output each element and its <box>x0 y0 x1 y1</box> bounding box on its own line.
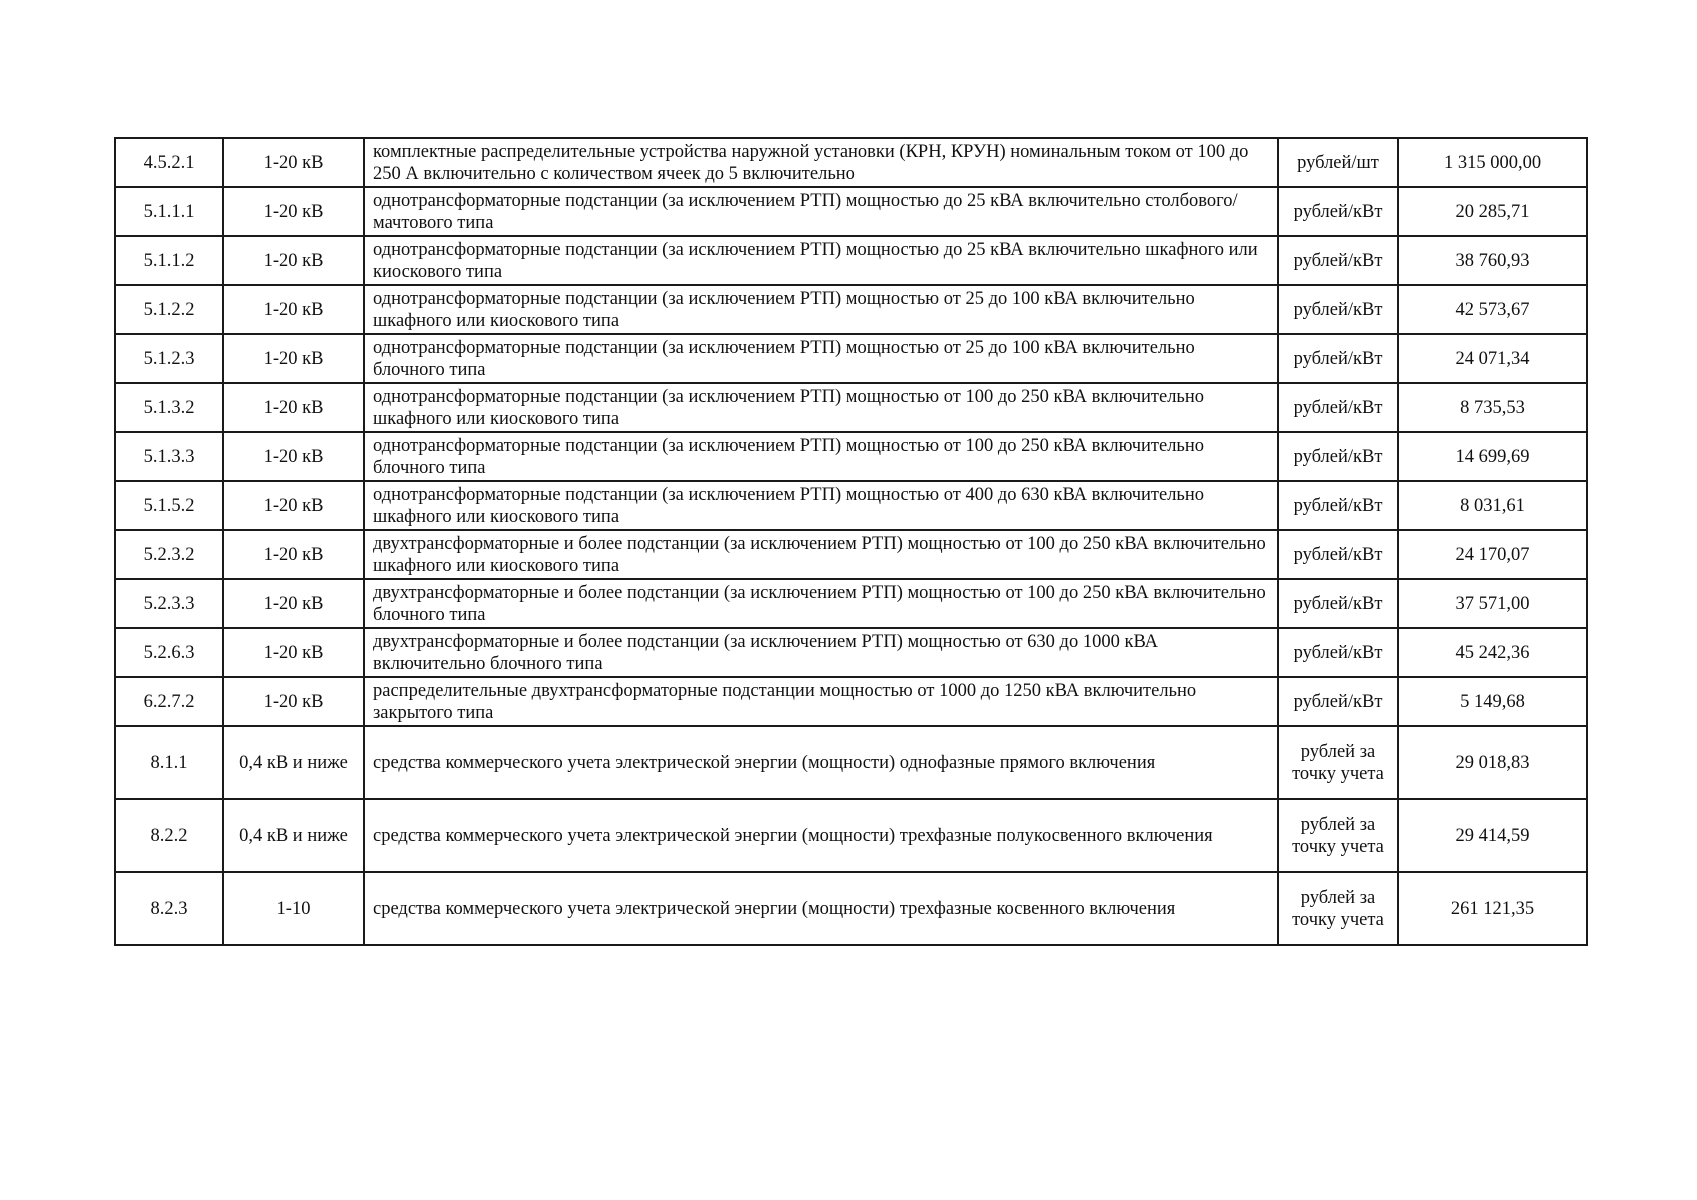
table-row <box>115 432 1587 481</box>
cell-voltage: 1-20 кВ <box>223 285 364 334</box>
table-row <box>115 579 1587 628</box>
cell-price: 20 285,71 <box>1398 187 1587 236</box>
cell-code: 6.2.7.2 <box>115 677 223 726</box>
table-row <box>115 799 1587 872</box>
cell-description: однотрансформаторные подстанции (за исключением РТП) мощностью от 400 до 630 кВА включительно шкафного или киоскового типа <box>364 481 1278 530</box>
cell-description: однотрансформаторные подстанции (за исключением РТП) мощностью до 25 кВА включительно шкафного или киоскового типа <box>364 236 1278 285</box>
cell-description: двухтрансформаторные и более подстанции (за исключением РТП) мощностью от 100 до 250 кВА включительно блочного типа <box>364 579 1278 628</box>
cell-description: однотрансформаторные подстанции (за исключением РТП) мощностью от 25 до 100 кВА включительно шкафного или киоскового типа <box>364 285 1278 334</box>
cell-description: средства коммерческого учета электрической энергии (мощности) однофазные прямого включения <box>364 726 1278 799</box>
cell-description: однотрансформаторные подстанции (за исключением РТП) мощностью от 25 до 100 кВА включительно блочного типа <box>364 334 1278 383</box>
table-row <box>115 530 1587 579</box>
cell-price: 5 149,68 <box>1398 677 1587 726</box>
cell-code: 4.5.2.1 <box>115 138 223 187</box>
cell-unit: рублей/шт <box>1278 138 1398 187</box>
cell-price: 8 735,53 <box>1398 383 1587 432</box>
tariff-table <box>114 137 1588 946</box>
cell-code: 5.2.6.3 <box>115 628 223 677</box>
table-row <box>115 334 1587 383</box>
cell-description: комплектные распределительные устройства наружной установки (КРН, КРУН) номинальным током от 100 до 250 А включительно с количеством ячеек до 5 включительно <box>364 138 1278 187</box>
cell-code: 5.1.3.3 <box>115 432 223 481</box>
cell-code: 8.1.1 <box>115 726 223 799</box>
cell-code: 5.2.3.2 <box>115 530 223 579</box>
cell-unit: рублей за точку учета <box>1278 872 1398 945</box>
table-row <box>115 138 1587 187</box>
cell-price: 261 121,35 <box>1398 872 1587 945</box>
table-row <box>115 236 1587 285</box>
cell-unit: рублей/кВт <box>1278 677 1398 726</box>
cell-price: 38 760,93 <box>1398 236 1587 285</box>
cell-voltage: 1-20 кВ <box>223 628 364 677</box>
table-row <box>115 187 1587 236</box>
cell-unit: рублей за точку учета <box>1278 799 1398 872</box>
table-row <box>115 872 1587 945</box>
table-row <box>115 383 1587 432</box>
cell-unit: рублей/кВт <box>1278 236 1398 285</box>
cell-unit: рублей/кВт <box>1278 432 1398 481</box>
tariff-table-body <box>115 138 1587 945</box>
cell-price: 1 315 000,00 <box>1398 138 1587 187</box>
cell-code: 8.2.2 <box>115 799 223 872</box>
cell-unit: рублей/кВт <box>1278 579 1398 628</box>
table-row <box>115 726 1587 799</box>
cell-voltage: 1-20 кВ <box>223 236 364 285</box>
cell-voltage: 0,4 кВ и ниже <box>223 726 364 799</box>
cell-price: 29 018,83 <box>1398 726 1587 799</box>
cell-voltage: 1-20 кВ <box>223 481 364 530</box>
document-page <box>114 137 1586 946</box>
cell-code: 5.1.5.2 <box>115 481 223 530</box>
cell-voltage: 1-20 кВ <box>223 383 364 432</box>
cell-voltage: 1-20 кВ <box>223 579 364 628</box>
cell-unit: рублей/кВт <box>1278 628 1398 677</box>
cell-code: 5.1.3.2 <box>115 383 223 432</box>
cell-description: средства коммерческого учета электрической энергии (мощности) трехфазные косвенного включения <box>364 872 1278 945</box>
table-row <box>115 285 1587 334</box>
cell-code: 5.1.1.1 <box>115 187 223 236</box>
cell-price: 8 031,61 <box>1398 481 1587 530</box>
table-row <box>115 481 1587 530</box>
cell-description: двухтрансформаторные и более подстанции (за исключением РТП) мощностью от 100 до 250 кВА включительно шкафного или киоскового типа <box>364 530 1278 579</box>
cell-description: двухтрансформаторные и более подстанции (за исключением РТП) мощностью от 630 до 1000 кВА включительно блочного типа <box>364 628 1278 677</box>
cell-description: однотрансформаторные подстанции (за исключением РТП) мощностью до 25 кВА включительно столбового/мачтового типа <box>364 187 1278 236</box>
cell-price: 24 170,07 <box>1398 530 1587 579</box>
cell-unit: рублей/кВт <box>1278 530 1398 579</box>
cell-unit: рублей за точку учета <box>1278 726 1398 799</box>
cell-description: однотрансформаторные подстанции (за исключением РТП) мощностью от 100 до 250 кВА включительно блочного типа <box>364 432 1278 481</box>
cell-description: однотрансформаторные подстанции (за исключением РТП) мощностью от 100 до 250 кВА включительно шкафного или киоскового типа <box>364 383 1278 432</box>
cell-voltage: 1-20 кВ <box>223 432 364 481</box>
cell-voltage: 0,4 кВ и ниже <box>223 799 364 872</box>
cell-code: 5.2.3.3 <box>115 579 223 628</box>
cell-unit: рублей/кВт <box>1278 187 1398 236</box>
cell-voltage: 1-20 кВ <box>223 187 364 236</box>
cell-price: 45 242,36 <box>1398 628 1587 677</box>
cell-description: распределительные двухтрансформаторные подстанции мощностью от 1000 до 1250 кВА включительно закрытого типа <box>364 677 1278 726</box>
cell-price: 42 573,67 <box>1398 285 1587 334</box>
cell-description: средства коммерческого учета электрической энергии (мощности) трехфазные полукосвенного включения <box>364 799 1278 872</box>
cell-price: 24 071,34 <box>1398 334 1587 383</box>
cell-price: 14 699,69 <box>1398 432 1587 481</box>
cell-code: 5.1.1.2 <box>115 236 223 285</box>
cell-voltage: 1-20 кВ <box>223 530 364 579</box>
cell-code: 5.1.2.3 <box>115 334 223 383</box>
cell-unit: рублей/кВт <box>1278 334 1398 383</box>
cell-voltage: 1-20 кВ <box>223 138 364 187</box>
cell-voltage: 1-20 кВ <box>223 677 364 726</box>
table-row <box>115 628 1587 677</box>
cell-code: 8.2.3 <box>115 872 223 945</box>
cell-voltage: 1-10 <box>223 872 364 945</box>
cell-price: 29 414,59 <box>1398 799 1587 872</box>
cell-voltage: 1-20 кВ <box>223 334 364 383</box>
table-row <box>115 677 1587 726</box>
cell-price: 37 571,00 <box>1398 579 1587 628</box>
cell-unit: рублей/кВт <box>1278 285 1398 334</box>
cell-unit: рублей/кВт <box>1278 383 1398 432</box>
cell-code: 5.1.2.2 <box>115 285 223 334</box>
cell-unit: рублей/кВт <box>1278 481 1398 530</box>
